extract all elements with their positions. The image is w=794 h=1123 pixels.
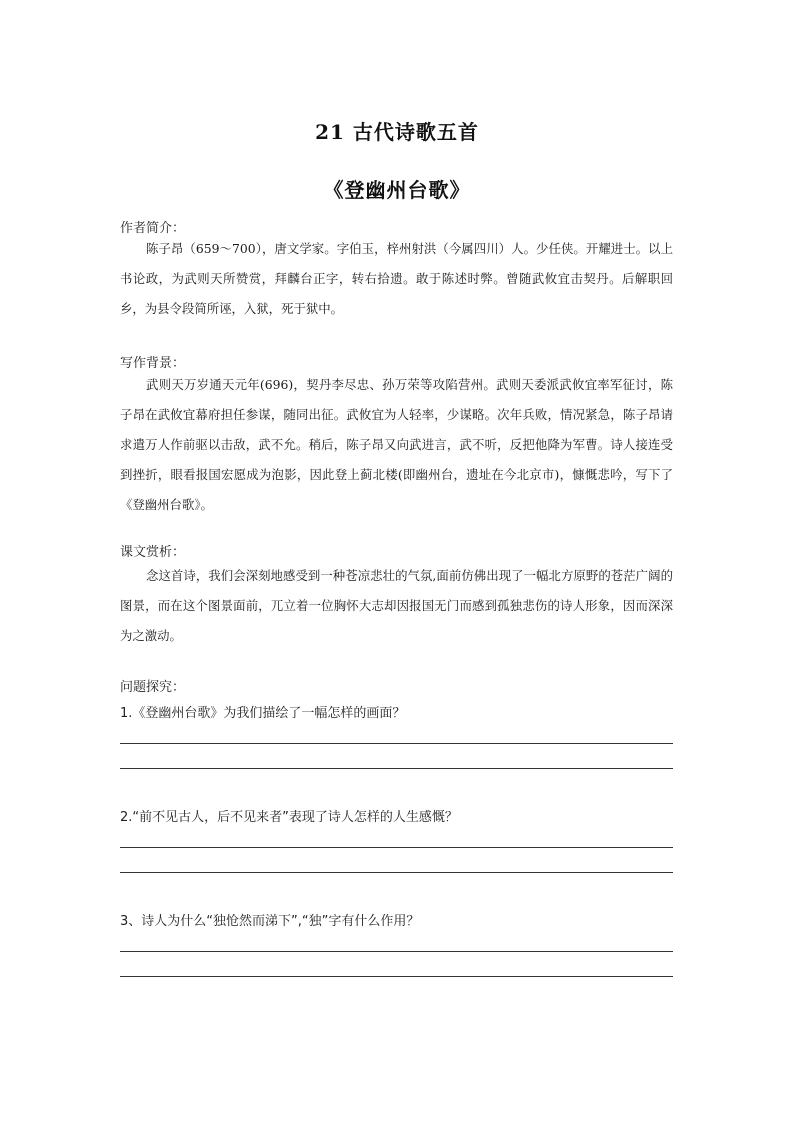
answer-line[interactable] bbox=[120, 951, 673, 952]
answer-line[interactable] bbox=[120, 976, 673, 977]
answer-line[interactable] bbox=[120, 743, 673, 744]
poem-title: 《登幽州台歌》 bbox=[323, 178, 471, 202]
question-2: 2.“前不见古人，后不见来者”表现了诗人怎样的人生感慨？ bbox=[120, 810, 458, 825]
section-body-author: 陈子昂（659～700），唐文学家。字伯玉，梓州射洪（今属四川）人。少任侠。开耀进士。以上书论政，为武则天所赞赏，拜麟台正字，转右拾遗。敢于陈述时弊。曾随武攸宜击契丹。后解职回乡，为县令段简所诬，入狱，死于狱中。 bbox=[120, 241, 673, 316]
answer-line[interactable] bbox=[120, 847, 673, 848]
questions-heading: 问题探究： bbox=[120, 680, 186, 695]
question-1: 1.《登幽州台歌》为我们描绘了一幅怎样的画面？ bbox=[120, 706, 406, 721]
section-body-analysis: 念这首诗，我们会深刻地感受到一种苍凉悲壮的气氛,面前仿佛出现了一幅北方原野的苍茫广阔的图景，而在这个图景面前，兀立着一位胸怀大志却因报国无门而感到孤独悲伤的诗人形象，因而深深为之激动。 bbox=[120, 568, 673, 643]
section-body-background: 武则天万岁通天元年(696)，契丹李尽忠、孙万荣等攻陷营州。武则天委派武攸宜率军征讨，陈子昂在武攸宜幕府担任参谋，随同出征。武攸宜为人轻率，少谋略。次年兵败，情况紧急，陈子昂请求遣万人作前驱以击敌，武不允。稍后，陈子昂又向武进言，武不听，反把他降为军曹。诗人接连受到挫折，眼看报国宏愿成为泡影，因此登上蓟北楼(即幽州台，遗址在今北京市)，慷慨悲吟，写下了《登幽州台歌》。 bbox=[120, 377, 673, 512]
page-title: 21 古代诗歌五首 bbox=[315, 120, 479, 144]
section-heading-analysis: 课文赏析： bbox=[120, 545, 186, 560]
section-heading-author: 作者简介： bbox=[120, 221, 186, 236]
answer-line[interactable] bbox=[120, 872, 673, 873]
answer-line[interactable] bbox=[120, 768, 673, 769]
question-3: 3、诗人为什么“独怆然而涕下”,“独”字有什么作用？ bbox=[120, 914, 420, 929]
section-heading-background: 写作背景： bbox=[120, 356, 186, 371]
